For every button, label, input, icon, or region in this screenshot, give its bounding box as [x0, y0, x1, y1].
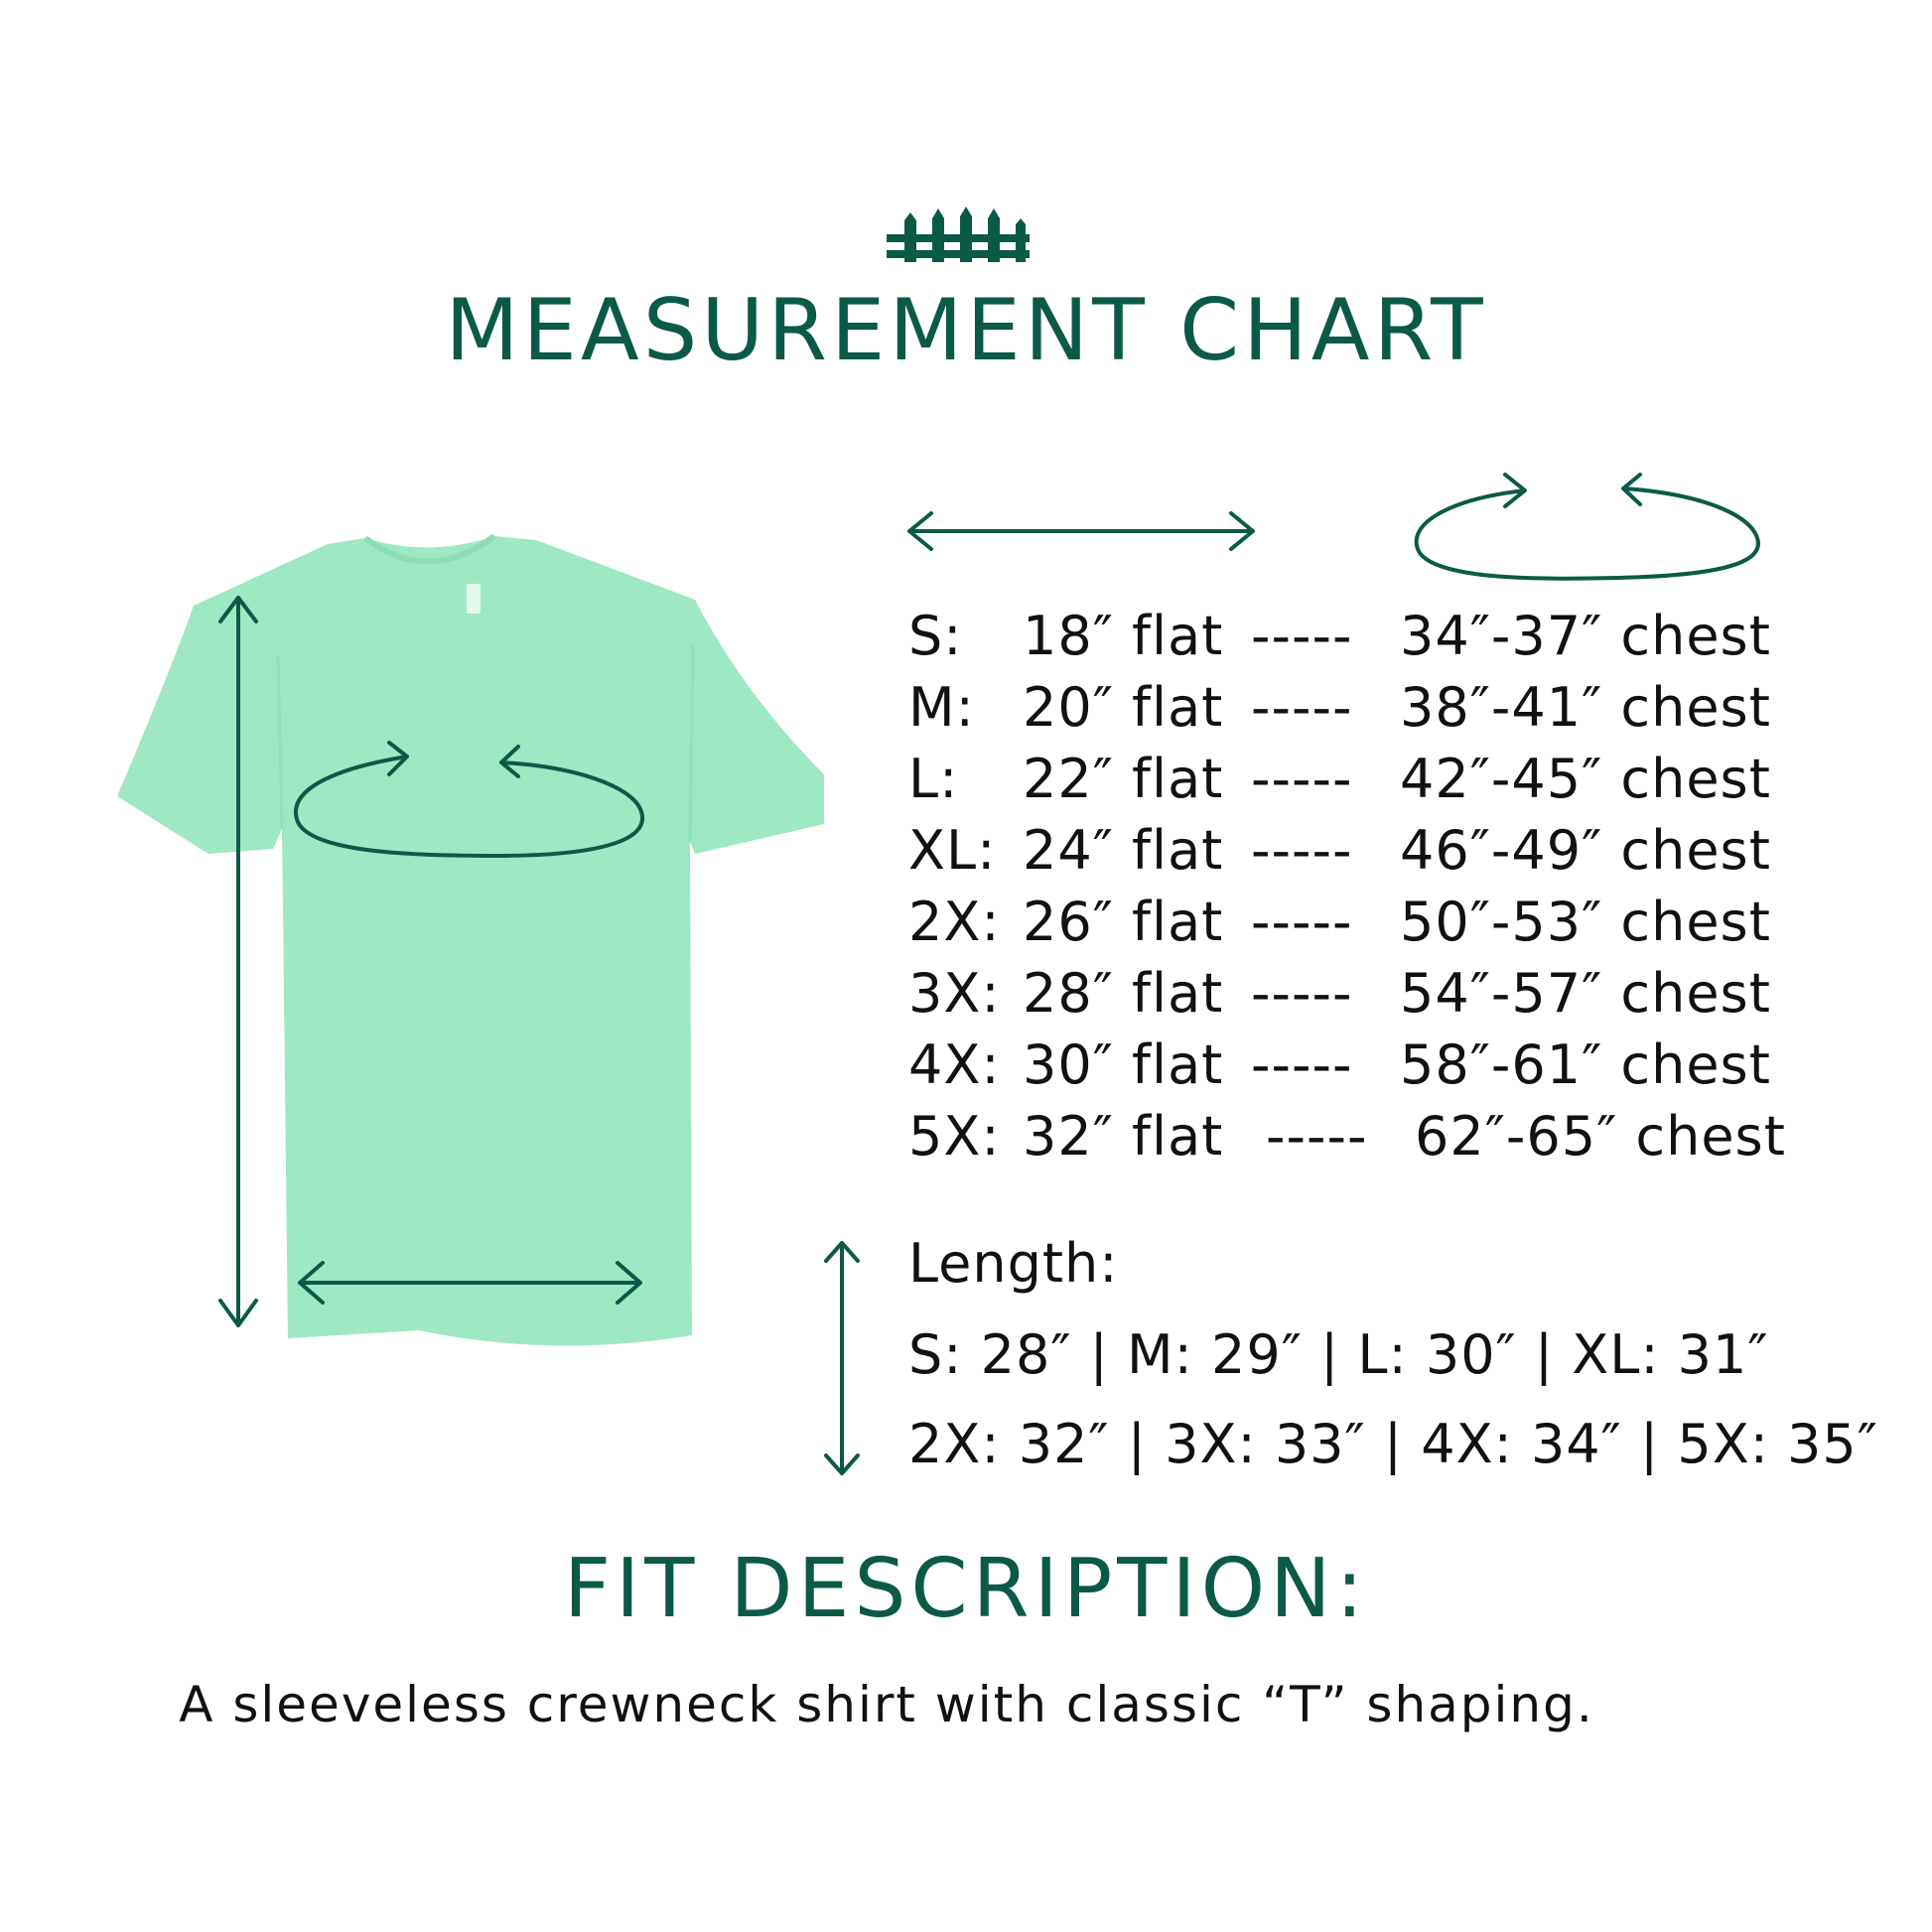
- double-horizontal-arrow-icon: [909, 513, 1253, 549]
- size-row: [908, 673, 1771, 743]
- picket-fence-icon: [887, 207, 1030, 262]
- length-values-line1: S: 28″ | M: 29″ | L: 30″ | XL: 31″: [908, 1323, 1769, 1386]
- flat-width: 30″ flat: [1023, 1034, 1224, 1096]
- size-label: M:: [908, 676, 975, 739]
- size-label: L:: [908, 748, 959, 810]
- measurement-key-icons: [903, 459, 1777, 598]
- flat-width: 22″ flat: [1023, 748, 1224, 810]
- size-row: [908, 959, 1771, 1029]
- chest-range: 42″-45″ chest: [1400, 748, 1771, 810]
- chest-range: 46″-49″ chest: [1400, 819, 1771, 882]
- size-row: [908, 816, 1771, 886]
- size-label: S:: [908, 605, 963, 667]
- size-label: 3X:: [908, 962, 1001, 1025]
- chest-range: 54″-57″ chest: [1400, 962, 1771, 1025]
- flat-width: 18″ flat: [1023, 605, 1224, 667]
- flat-width: 28″ flat: [1023, 962, 1224, 1025]
- t-shirt-illustration: [109, 526, 834, 1350]
- chest-range: 62″-65″ chest: [1415, 1105, 1786, 1168]
- size-row: [908, 602, 1771, 671]
- size-row: [908, 1031, 1771, 1100]
- chest-range: 50″-53″ chest: [1400, 891, 1771, 953]
- size-row: [908, 745, 1771, 814]
- fit-description-title: FIT DESCRIPTION:: [563, 1542, 1369, 1636]
- length-label: Length:: [908, 1232, 1119, 1295]
- length-values-line2: 2X: 32″ | 3X: 33″ | 4X: 34″ | 5X: 35″: [908, 1413, 1878, 1475]
- separator: -----: [1251, 748, 1353, 810]
- double-vertical-arrow-icon: [822, 1239, 862, 1477]
- size-row: [908, 888, 1771, 957]
- chest-range: 38″-41″ chest: [1400, 676, 1771, 739]
- page-title: MEASUREMENT CHART: [445, 281, 1487, 380]
- size-label: 4X:: [908, 1034, 1001, 1096]
- separator: -----: [1251, 962, 1353, 1025]
- circumference-loop-icon: [1417, 475, 1758, 579]
- flat-width: 20″ flat: [1023, 676, 1224, 739]
- separator: -----: [1251, 1034, 1353, 1096]
- fit-description-text: A sleeveless crewneck shirt with classic “T” shaping.: [179, 1676, 1594, 1733]
- size-label: 2X:: [908, 891, 1001, 953]
- separator: -----: [1251, 891, 1353, 953]
- flat-width: 26″ flat: [1023, 891, 1224, 953]
- separator: -----: [1251, 605, 1353, 667]
- size-label: 5X:: [908, 1105, 1001, 1168]
- size-label: XL:: [908, 819, 997, 882]
- separator: -----: [1251, 676, 1353, 739]
- chest-range: 58″-61″ chest: [1400, 1034, 1771, 1096]
- chest-range: 34″-37″ chest: [1400, 605, 1771, 667]
- flat-width: 32″ flat: [1023, 1105, 1224, 1168]
- shirt-body: [117, 536, 824, 1345]
- flat-width: 24″ flat: [1023, 819, 1224, 882]
- size-row: [908, 1102, 1786, 1172]
- separator: -----: [1266, 1105, 1368, 1168]
- separator: -----: [1251, 819, 1353, 882]
